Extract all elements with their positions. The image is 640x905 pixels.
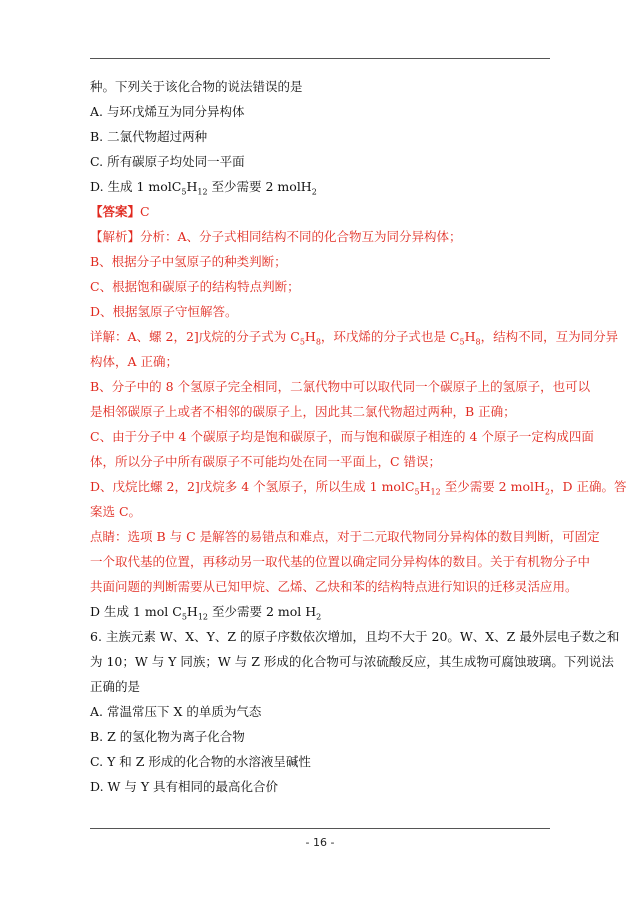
comment-line-1: 点睛：选项 B 与 C 是解答的易错点和难点，对于二元取代物同分异构体的数目判断，可固定 — [90, 529, 600, 544]
detail-c-line-1: C、由于分子中 4 个碳原子均是饱和碳原子，而与饱和碳原子相连的 4 个原子一定构成四面 — [90, 429, 594, 444]
question-stem-tail: 种。下列关于该化合物的说法错误的是 — [90, 79, 303, 94]
analysis-line-2: B、根据分子中氢原子的种类判断； — [90, 254, 287, 269]
page-content — [90, 78, 627, 796]
header-rule — [90, 58, 550, 59]
q6-option-a: A. 常温常压下 X 的单质为气态 — [90, 704, 262, 719]
analysis-line-3: C、根据饱和碳原子的结构特点判断； — [90, 279, 300, 294]
q6-stem-line-2: 为 10；W 与 Y 同族；W 与 Z 形成的化合物可与浓硫酸反应，其生成物可腐蚀玻璃。下列说法 — [90, 654, 614, 669]
detail-d-line-1: D、戊烷比螺 2，2]戊烷多 4 个氢原子，所以生成 1 $molC_5H_{12}$ 至少需要 2 molH$_2$，D 正确。答 — [90, 479, 627, 497]
page-number: - 16 - — [305, 836, 335, 849]
q6-stem-line-3: 正确的是 — [90, 679, 141, 694]
final-statement: D 生成 1 mol $C_5H_{12}$ 至少需要 2 mol $H_2$ — [90, 604, 322, 622]
analysis-line-4: D、根据氢原子守恒解答。 — [90, 304, 238, 319]
option-a: A. 与环戊烯互为同分异构体 — [90, 104, 245, 119]
option-d: D. 生成 1 $molC_5H_{12}$ 至少需要 2 molH$_2$ — [90, 179, 317, 197]
q6-option-c: C. Y 和 Z 形成的化合物的水溶液呈碱性 — [90, 754, 311, 769]
answer: 【答案】C — [90, 204, 150, 219]
detail-d-line-2: 案选 C。 — [90, 504, 142, 519]
q6-option-b: B. Z 的氢化物为离子化合物 — [90, 729, 245, 744]
comment-line-2: 一个取代基的位置，再移动另一取代基的位置以确定同分异构体的数目。关于有机物分子中 — [90, 554, 591, 569]
detail-b-line-1: B、分子中的 8 个氢原子完全相同，二氯代物中可以取代同一个碳原子上的氢原子，也可以 — [90, 379, 591, 394]
detail-a-line-1: 详解：A、螺 2，2]戊烷的分子式为 $C_5H_8$，环戊烯的分子式也是 $C_5H_8$，结构不同，互为同分异 — [90, 329, 619, 347]
detail-b-line-2: 是相邻碳原子上或者不相邻的碳原子上，因此其二氯代物超过两种，B 正确； — [90, 404, 516, 419]
option-b: B. 二氯代物超过两种 — [90, 129, 208, 144]
q6-stem-line-1: 6. 主族元素 W、X、Y、Z 的原子序数依次增加，且均不大于 20。W、X、Z 最外层电子数之和 — [90, 629, 620, 644]
detail-c-line-2: 体，所以分子中所有碳原子不可能均处在同一平面上，C 错误； — [90, 454, 442, 469]
footer-rule — [90, 828, 550, 829]
comment-line-3: 共面问题的判断需要从已知甲烷、乙烯、乙炔和苯的结构特点进行知识的迁移灵活应用。 — [90, 579, 578, 594]
option-c: C. 所有碳原子均处同一平面 — [90, 154, 245, 169]
detail-a-line-2: 构体，A 正确； — [90, 354, 179, 369]
analysis-line-1: 【解析】分析：A、分子式相同结构不同的化合物互为同分异构体； — [90, 229, 462, 244]
q6-option-d: D. W 与 Y 具有相同的最高化合价 — [90, 779, 279, 794]
